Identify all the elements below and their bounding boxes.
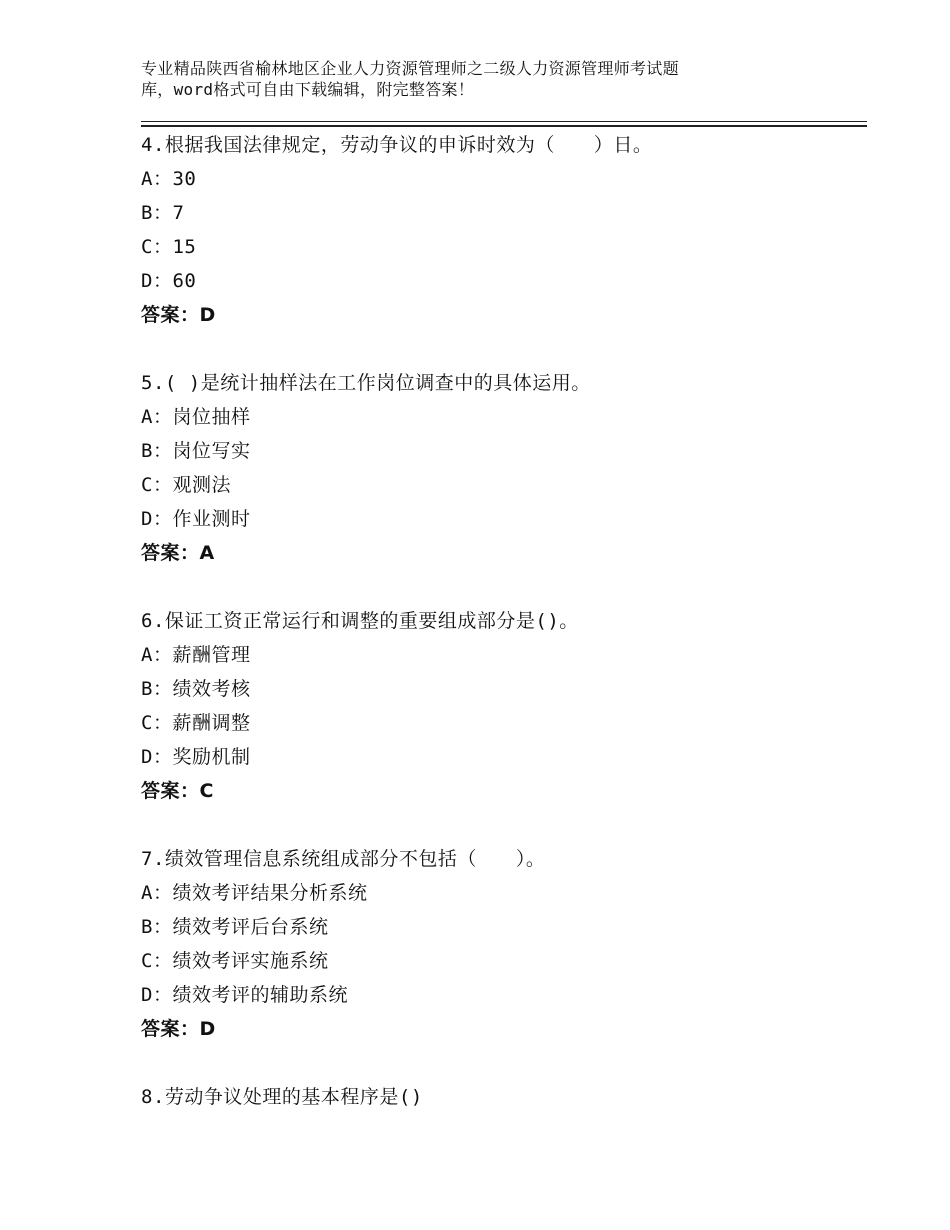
- question-8: [141, 1080, 861, 1114]
- question-5: [141, 366, 861, 570]
- question-list: [141, 128, 861, 1148]
- option-a: A：薪酬管理: [141, 644, 251, 666]
- option-c: C：薪酬调整: [141, 712, 251, 734]
- option-b: B：岗位写实: [141, 440, 251, 462]
- question-6: [141, 604, 861, 808]
- option-a: A：岗位抽样: [141, 406, 251, 428]
- header-line-2: 库，word格式可自由下载编辑，附完整答案！: [141, 80, 475, 99]
- option-a: A：30: [141, 168, 197, 190]
- option-b: B：绩效考评后台系统: [141, 916, 329, 938]
- answer-label: 答案：A: [141, 542, 215, 564]
- header-line-1: 专业精品陕西省榆林地区企业人力资源管理师之二级人力资源管理师考试题: [141, 59, 679, 78]
- option-c: C：绩效考评实施系统: [141, 950, 329, 972]
- option-a: A：绩效考评结果分析系统: [141, 882, 368, 904]
- option-d: D：作业测时: [141, 508, 251, 530]
- question-text: 6.保证工资正常运行和调整的重要组成部分是()。: [141, 610, 579, 632]
- answer-label: 答案：C: [141, 780, 214, 802]
- option-d: D：奖励机制: [141, 746, 251, 768]
- question-7: [141, 842, 861, 1046]
- question-text: 5.( )是统计抽样法在工作岗位调查中的具体运用。: [141, 372, 591, 394]
- option-d: D：绩效考评的辅助系统: [141, 984, 348, 1006]
- header-divider-thin: [141, 121, 867, 122]
- question-text: 7.绩效管理信息系统组成部分不包括（ ）。: [141, 848, 546, 870]
- question-text: 4.根据我国法律规定，劳动争议的申诉时效为（ ）日。: [141, 134, 653, 156]
- answer-label: 答案：D: [141, 304, 216, 326]
- option-b: B：7: [141, 202, 185, 224]
- question-4: [141, 128, 861, 332]
- option-c: C：15: [141, 236, 197, 258]
- option-c: C：观测法: [141, 474, 231, 496]
- question-text: 8.劳动争议处理的基本程序是(): [141, 1086, 423, 1108]
- option-b: B：绩效考核: [141, 678, 251, 700]
- header-divider-thick: [141, 125, 867, 127]
- option-d: D：60: [141, 270, 197, 292]
- document-header: [141, 58, 781, 100]
- answer-label: 答案：D: [141, 1018, 216, 1040]
